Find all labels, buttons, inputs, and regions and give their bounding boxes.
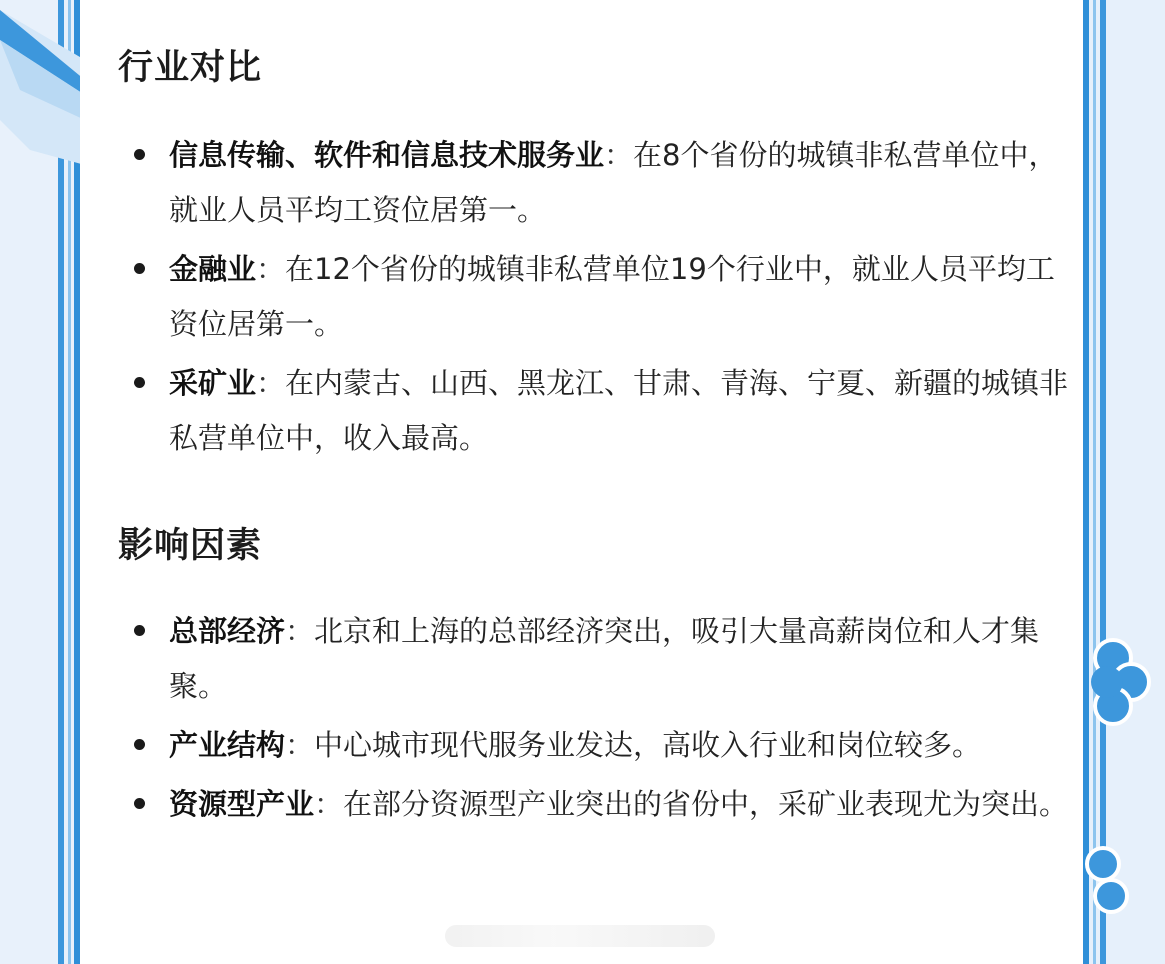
bullet-dot-icon — [134, 798, 145, 809]
right-frame-stripe — [1083, 0, 1089, 964]
bullet-text: 中心城市现代服务业发达，高收入行业和岗位较多。 — [314, 728, 982, 762]
bullet-term: 总部经济 — [169, 614, 286, 648]
section-title: 行业对比 — [118, 48, 263, 88]
bullet-colon: ： — [285, 614, 315, 648]
list-item — [80, 718, 1069, 773]
right-frame-stripe — [1100, 0, 1106, 964]
flower-icon — [1083, 840, 1133, 930]
bullet-term: 信息传输、软件和信息技术服务业 — [169, 138, 605, 172]
right-frame-stripe — [1093, 0, 1096, 964]
list-item — [80, 356, 1069, 466]
left-decorative-frame — [0, 0, 80, 964]
bullet-dot-icon — [134, 149, 145, 160]
industry-comparison-list — [80, 128, 1083, 470]
content-card — [80, 0, 1083, 964]
influence-factors-list — [80, 604, 1083, 836]
list-item — [80, 777, 1069, 832]
section-title: 影响因素 — [118, 526, 263, 566]
watermark-bar — [445, 925, 715, 947]
paper-plane-icon — [0, 0, 90, 170]
bullet-text: 在8个省份的城镇非私营单位中，就业人员平均工资位居第一。 — [169, 138, 1058, 227]
bullet-dot-icon — [134, 377, 145, 388]
flower-icon — [1083, 630, 1153, 730]
list-item — [80, 604, 1069, 714]
bullet-colon: ： — [256, 252, 286, 286]
bullet-text: 在12个省份的城镇非私营单位19个行业中，就业人员平均工资位居第一。 — [169, 252, 1055, 341]
bullet-dot-icon — [134, 739, 145, 750]
bullet-text: 在内蒙古、山西、黑龙江、甘肃、青海、宁夏、新疆的城镇非私营单位中，收入最高。 — [169, 366, 1069, 455]
bullet-colon: ： — [285, 728, 315, 762]
bullet-dot-icon — [134, 625, 145, 636]
bullet-colon: ： — [256, 366, 286, 400]
list-item — [80, 128, 1069, 238]
bullet-colon: ： — [314, 787, 344, 821]
bullet-text: 北京和上海的总部经济突出，吸引大量高薪岗位和人才集聚。 — [169, 614, 1040, 703]
bullet-dot-icon — [134, 263, 145, 274]
bullet-term: 产业结构 — [169, 728, 286, 762]
bullet-term: 金融业 — [169, 252, 257, 286]
bullet-text: 在部分资源型产业突出的省份中，采矿业表现尤为突出。 — [343, 787, 1069, 821]
bullet-colon: ： — [604, 138, 634, 172]
bullet-term: 采矿业 — [169, 366, 257, 400]
bullet-term: 资源型产业 — [169, 787, 315, 821]
right-decorative-frame — [1083, 0, 1165, 964]
list-item — [80, 242, 1069, 352]
